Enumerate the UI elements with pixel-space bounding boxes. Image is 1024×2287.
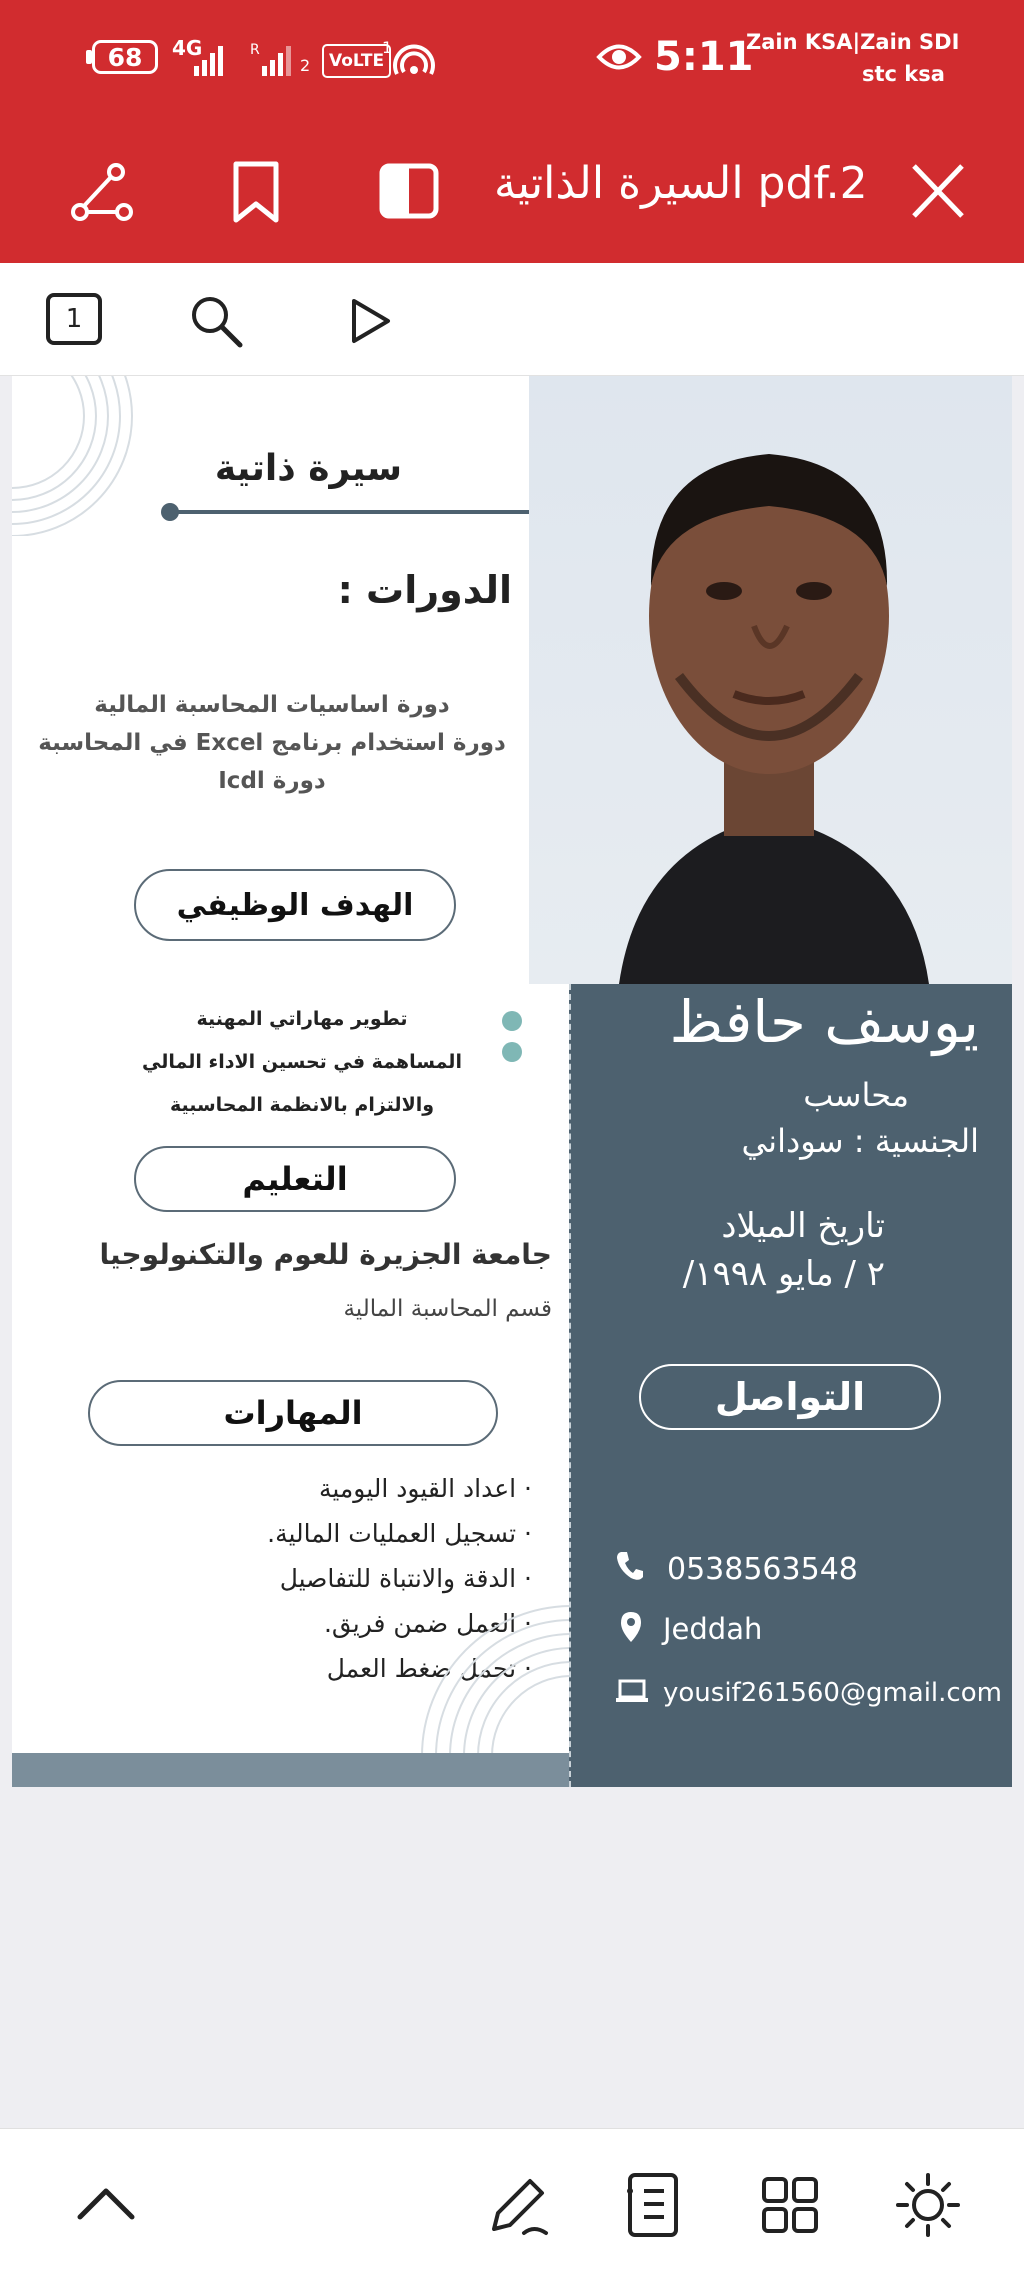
skill-item: · الدقة والانتباة للتفاصيل — [279, 1564, 532, 1593]
document-edit-icon[interactable] — [620, 2171, 686, 2241]
battery-indicator — [92, 40, 158, 74]
profile-nationality: الجنسية : سوداني — [741, 1122, 979, 1160]
objective-text — [112, 998, 492, 1127]
search-icon[interactable] — [186, 291, 246, 351]
chevron-up-icon[interactable] — [74, 2173, 138, 2237]
skills-heading: المهارات — [223, 1394, 363, 1432]
objective-line: تطوير مهاراتي المهنية — [196, 1008, 408, 1030]
skill-item: · تحمل ضغط العمل — [326, 1654, 532, 1683]
svg-text:R: R — [250, 42, 260, 58]
play-icon[interactable] — [344, 293, 396, 349]
volte-sub-label: 1 — [382, 38, 393, 57]
skill-label: تسجيل العمليات المالية. — [267, 1519, 517, 1548]
network-type-label: 4G — [172, 36, 203, 60]
carrier-line-2: stc ksa — [862, 62, 945, 86]
course-item: دورة Icdl — [218, 768, 326, 794]
volte-badge — [322, 44, 391, 78]
skill-label: العمل ضمن فريق. — [323, 1609, 517, 1638]
bottom-toolbar — [0, 2128, 1024, 2287]
courses-heading: الدورات : — [337, 568, 512, 612]
profile-side-panel — [569, 984, 1012, 1787]
document-title: السيرة الذاتية pdf.2 — [494, 158, 868, 209]
app-bar — [0, 118, 1024, 263]
objective-line: والالتزام بالانظمة المحاسبية — [169, 1094, 435, 1116]
eye-comfort-icon — [596, 42, 642, 72]
decorative-arcs-top — [12, 376, 172, 540]
objective-heading: الهدف الوظيفي — [176, 887, 414, 923]
share-icon[interactable] — [66, 158, 138, 230]
education-heading-pill — [134, 1146, 456, 1212]
laptop-icon — [615, 1678, 649, 1704]
battery-level: 68 — [107, 42, 143, 72]
education-department: قسم المحاسبة المالية — [343, 1296, 552, 1322]
carrier-line-1: Zain KSA|Zain SDI — [746, 30, 960, 54]
skill-label: تحمل ضغط العمل — [326, 1654, 517, 1683]
settings-icon[interactable] — [894, 2171, 962, 2239]
profile-job-title: محاسب — [803, 1076, 909, 1114]
panel-dashed-edge — [569, 984, 571, 1787]
signal-sub-label: 2 — [300, 56, 311, 75]
skill-item: · تسجيل العمليات المالية. — [267, 1519, 532, 1548]
location-pin-icon — [619, 1610, 643, 1644]
phone-icon — [615, 1550, 643, 1582]
contact-heading: التواصل — [714, 1375, 866, 1419]
decorative-arcs-bottom — [412, 1596, 569, 1760]
skill-item: · اعداد القيود اليومية — [318, 1474, 532, 1503]
profile-dob-label: تاريخ الميلاد — [721, 1206, 885, 1246]
profile-name: يوسف حافظ — [669, 988, 979, 1056]
skill-item: · العمل ضمن فريق. — [323, 1609, 532, 1638]
contact-email[interactable]: yousif261560@gmail.com — [663, 1678, 1002, 1708]
page-bottom-strip — [12, 1753, 569, 1787]
clock: 5:11 — [654, 34, 754, 80]
pdf-page[interactable] — [12, 376, 1012, 1787]
course-item: دورة اساسيات المحاسبة المالية — [94, 692, 450, 718]
profile-dob-value: ٢ / مايو ١٩٩٨/ — [682, 1254, 885, 1294]
signal-icon-sim2 — [250, 40, 300, 80]
hotspot-icon — [392, 40, 436, 80]
pen-icon[interactable] — [484, 2173, 552, 2241]
signal-icon-sim1 — [176, 40, 232, 80]
courses-list — [22, 686, 522, 800]
status-bar — [0, 0, 1024, 118]
volte-label: VoLTE — [329, 51, 385, 71]
page-number-label: 1 — [65, 304, 83, 334]
skills-heading-pill — [88, 1380, 498, 1446]
contact-location[interactable]: Jeddah — [663, 1612, 763, 1646]
contact-phone[interactable]: 0538563548 — [667, 1552, 858, 1587]
teal-dot — [502, 1042, 522, 1062]
teal-dot — [502, 1011, 522, 1031]
header-rule-dot — [161, 503, 179, 521]
profile-photo — [529, 376, 1012, 984]
grid-icon[interactable] — [758, 2173, 822, 2237]
reading-mode-icon[interactable] — [376, 158, 442, 224]
education-heading: التعليم — [242, 1160, 348, 1198]
close-icon[interactable] — [910, 158, 968, 224]
page-number-icon[interactable] — [46, 293, 102, 345]
cv-header-title: سيرة ذاتية — [214, 448, 402, 489]
objective-line: المساهمة في تحسين الاداء المالي — [142, 1051, 462, 1073]
skill-label: اعداد القيود اليومية — [318, 1474, 517, 1503]
viewer-toolbar — [0, 263, 1024, 376]
contact-heading-pill — [639, 1364, 941, 1430]
education-university: جامعة الجزيرة للعوم والتكنولوجيا — [99, 1238, 552, 1271]
skill-label: الدقة والانتباة للتفاصيل — [279, 1564, 517, 1593]
course-item: دورة استخدام برنامج Excel في المحاسبة — [38, 730, 506, 756]
bookmark-icon[interactable] — [226, 158, 286, 228]
objective-heading-pill — [134, 869, 456, 941]
header-rule — [170, 510, 542, 514]
